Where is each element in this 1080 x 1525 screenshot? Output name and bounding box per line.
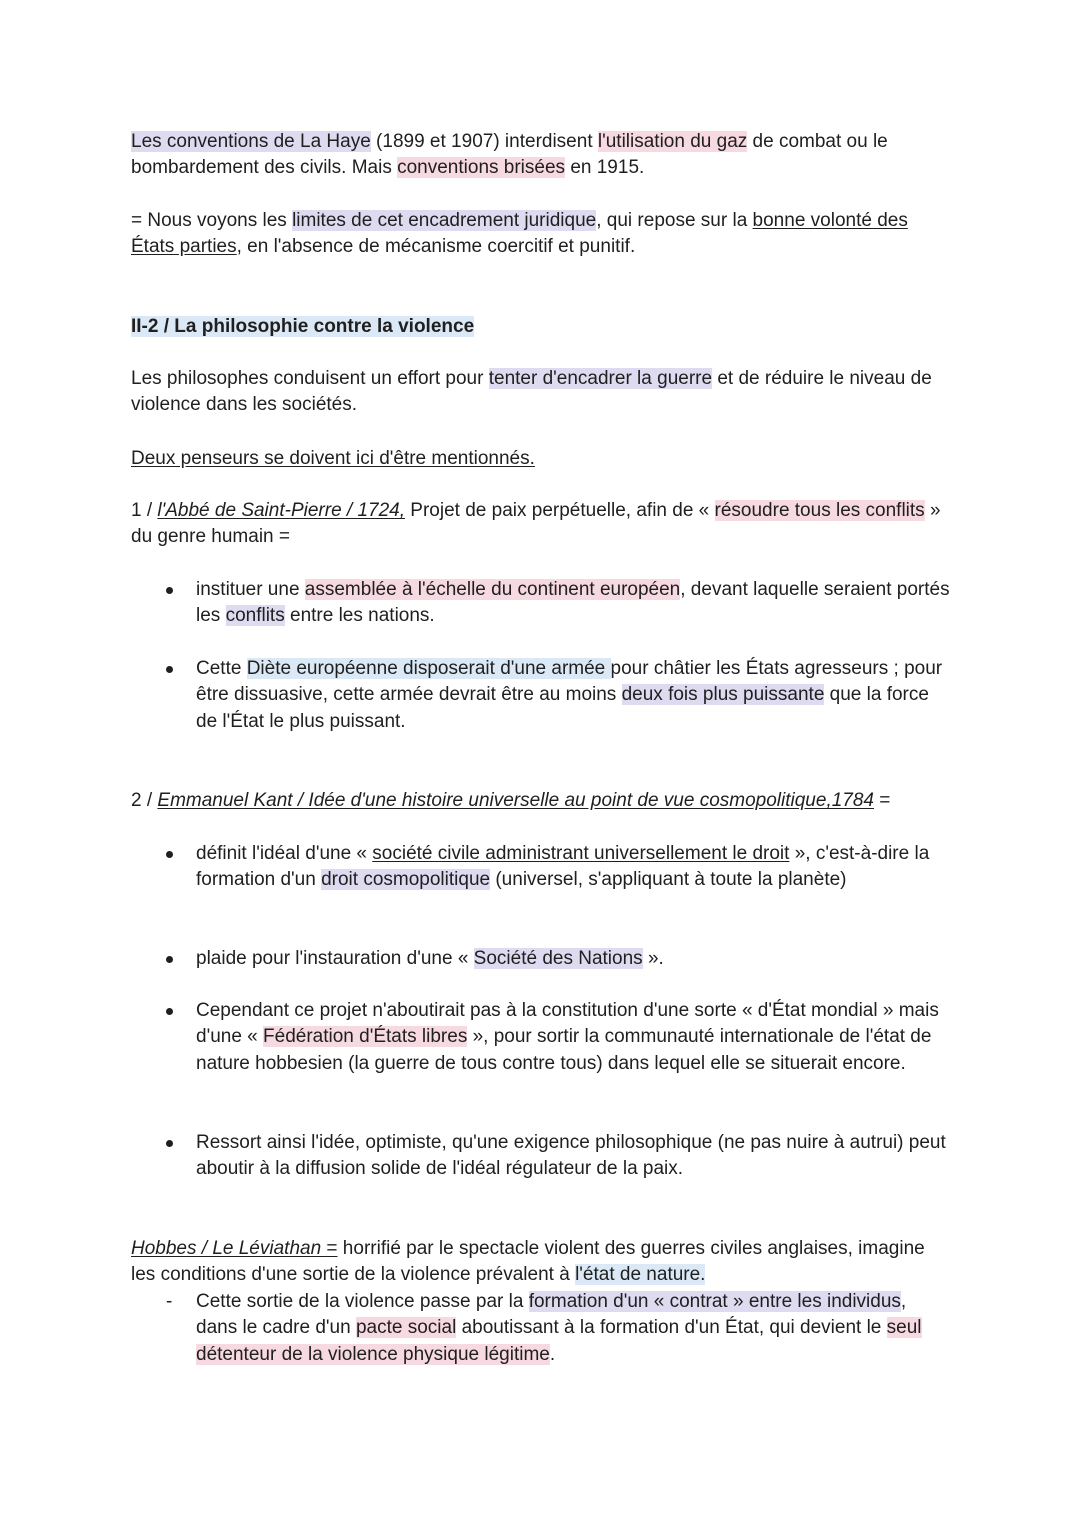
text-span: définit l'idéal d'une « bbox=[196, 843, 373, 864]
thinker-2-intro bbox=[131, 788, 951, 814]
underline-goodwill: bonne volonté des États parties bbox=[131, 210, 908, 258]
text-span: 1 / bbox=[131, 500, 158, 521]
two-thinkers-line bbox=[131, 446, 951, 472]
hobbes-equals: = bbox=[326, 1238, 338, 1259]
text-span: », c'est-à-dire la formation d'un bbox=[196, 843, 930, 891]
thinker-2-bullet-list-4 bbox=[131, 1130, 951, 1183]
highlight-twice-powerful: deux fois plus puissante bbox=[621, 684, 825, 706]
text-span: . bbox=[549, 1343, 556, 1365]
highlight-european-assembly: assemblée à l'échelle du continent européen bbox=[304, 579, 681, 600]
highlight-conflicts: conflits bbox=[225, 605, 285, 627]
text-span: instituer une bbox=[196, 579, 305, 600]
text-span: Les philosophes conduisent un effort pour bbox=[131, 368, 489, 389]
text-span: pour châtier les États agresseurs ; pour être dissuasive, cette armée devrait être au moins bbox=[196, 658, 943, 706]
paragraph-hague-conventions bbox=[131, 129, 951, 182]
thinker-1-reference: l'Abbé de Saint-Pierre / 1724, bbox=[157, 500, 406, 521]
bullet-dot bbox=[166, 587, 173, 594]
section-heading-text: II-2 / La philosophie contre la violence bbox=[131, 316, 475, 337]
thinker-1-intro bbox=[131, 498, 951, 551]
highlight-contract: formation d'un « contrat » entre les individus bbox=[528, 1291, 901, 1312]
list-item bbox=[131, 946, 951, 972]
highlight-hague-conventions: Les conventions de La Haye bbox=[131, 131, 371, 152]
thinker-2-bullet-list-1 bbox=[131, 841, 951, 894]
thinker-1-bullet-list-2 bbox=[131, 656, 951, 735]
hobbes-paragraph bbox=[131, 1236, 951, 1289]
section-heading bbox=[131, 314, 951, 340]
list-item bbox=[131, 577, 951, 630]
text-span: , dans le cadre d'un bbox=[196, 1291, 907, 1339]
list-item bbox=[131, 841, 951, 894]
highlight-frame-war: tenter d'encadrer la guerre bbox=[488, 368, 713, 389]
highlight-cosmopolitan-law: droit cosmopolitique bbox=[321, 869, 491, 891]
bullet-dot bbox=[166, 851, 173, 858]
text-span: », pour sortir la communauté internationale de l'état de nature hobbesien (la guerre de tous contre tous) dans lequel elle se situerait encore. bbox=[196, 1026, 932, 1074]
bullet-dot bbox=[166, 1140, 173, 1147]
text-span: et de réduire le niveau de violence dans les sociétés. bbox=[131, 368, 932, 416]
paragraph-legal-limits bbox=[131, 208, 951, 261]
highlight-legal-limits: limites de cet encadrement juridique bbox=[292, 210, 597, 231]
hobbes-dash-list bbox=[131, 1289, 951, 1368]
highlight-federation: Fédération d'États libres bbox=[263, 1026, 468, 1048]
text-span: = bbox=[874, 790, 891, 811]
text-span: Cependant ce projet n'aboutirait pas à la constitution d'une sorte « d'État mondial » mais d'une « bbox=[196, 1000, 939, 1048]
text-span: , qui repose sur la bbox=[596, 210, 753, 231]
highlight-social-pact: pacte social bbox=[355, 1317, 457, 1339]
highlight-legitimate-violence: seul détenteur de la violence physique légitime bbox=[196, 1317, 922, 1365]
thinker-2-bullet-list-3 bbox=[131, 998, 951, 1077]
thinker-2-bullet-list-2 bbox=[131, 946, 951, 972]
text-span: ». bbox=[642, 948, 664, 969]
text-span: , en l'absence de mécanisme coercitif et punitif. bbox=[236, 236, 636, 258]
text-span: aboutissant à la formation d'un État, qui devient le bbox=[456, 1317, 887, 1339]
bullet-dot bbox=[166, 1008, 173, 1015]
highlight-league-of-nations: Société des Nations bbox=[473, 948, 643, 969]
list-item bbox=[131, 1130, 951, 1183]
text-span: , devant laquelle seraient portés les bbox=[196, 579, 950, 627]
bullet-dot bbox=[166, 956, 173, 963]
dash-marker: - bbox=[166, 1291, 173, 1312]
highlight-broken-conventions: conventions brisées bbox=[397, 157, 566, 179]
text-span: Ressort ainsi l'idée, optimiste, qu'une exigence philosophique (ne pas nuire à autrui) peut aboutir à la diffusion solide de l'idéal régulateur de la paix. bbox=[196, 1132, 946, 1180]
text-span: entre les nations. bbox=[284, 605, 435, 627]
text-span: = Nous voyons les bbox=[131, 210, 293, 231]
text-span: en 1915. bbox=[565, 157, 645, 179]
list-item bbox=[131, 998, 951, 1077]
text-span: (1899 et 1907) interdisent bbox=[370, 131, 598, 152]
underline-civil-society: société civile administrant universellement le droit bbox=[372, 843, 790, 864]
hobbes-reference: Hobbes / Le Léviathan bbox=[131, 1238, 327, 1259]
highlight-gas-use: l'utilisation du gaz bbox=[597, 131, 748, 152]
list-item bbox=[131, 1289, 951, 1368]
text-span: plaide pour l'instauration d'une « bbox=[196, 948, 474, 969]
highlight-resolve-conflicts: résoudre tous les conflits bbox=[714, 500, 925, 521]
text-span: 2 / bbox=[131, 790, 158, 811]
text-span: Cette sortie de la violence passe par la bbox=[196, 1291, 529, 1312]
text-span: Projet de paix perpétuelle, afin de « bbox=[405, 500, 715, 521]
bullet-dot bbox=[166, 666, 173, 673]
text-span: horrifié par le spectacle violent des guerres civiles anglaises, imagine les conditions d'une sortie de la violence prévalent à bbox=[131, 1238, 925, 1286]
thinker-1-bullet-list bbox=[131, 577, 951, 630]
thinker-2-reference: Emmanuel Kant / Idée d'une histoire universelle au point de vue cosmopolitique,1784 bbox=[157, 790, 874, 811]
list-item bbox=[131, 656, 951, 735]
text-span: que la force de l'État le plus puissant. bbox=[196, 684, 929, 732]
text-span: de combat ou le bombardement des civils. Mais bbox=[131, 131, 888, 179]
highlight-state-of-nature: l'état de nature. bbox=[575, 1264, 706, 1286]
text-span: » du genre humain = bbox=[131, 500, 941, 548]
text-span: (universel, s'appliquant à toute la planète) bbox=[490, 869, 847, 891]
highlight-european-diet: Diète européenne disposerait d'une armée bbox=[246, 658, 611, 679]
text-span: Cette bbox=[196, 658, 247, 679]
two-thinkers-text: Deux penseurs se doivent ici d'être mentionnés. bbox=[131, 448, 535, 469]
paragraph-philosophers bbox=[131, 366, 951, 419]
